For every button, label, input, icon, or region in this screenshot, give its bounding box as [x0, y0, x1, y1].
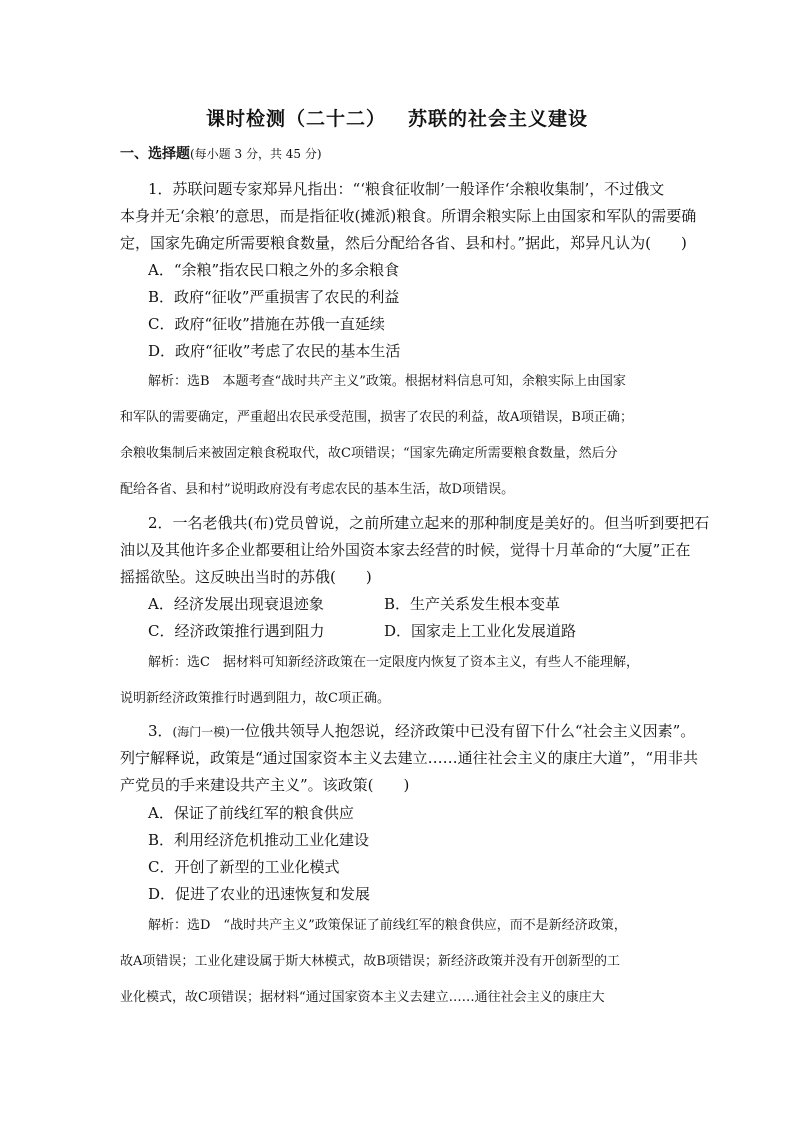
- q3-option-d: D．促进了农业的迅速恢复和发展: [148, 885, 371, 903]
- q2-option-c: C．经济政策推行遇到阻力: [148, 622, 325, 640]
- q3-explanation-line-3: 业化模式，故C项错误；据材料“通过国家资本主义去建立……通往社会主义的康庄大: [120, 990, 605, 1005]
- q1-explanation-line-4: 配给各省、县和村”说明政府没有考虑农民的基本生活，故D项错误。: [120, 482, 515, 497]
- q3-number: 3．: [148, 722, 173, 740]
- q1-stem-line-1: 1．苏联问题专家郑异凡指出：“‘粮食征收制’一般译作‘余粮收集制’，不过俄文: [148, 180, 665, 198]
- q3-explanation-line-2: 故A项错误；工业化建设属于斯大林模式，故B项错误；新经济政策并没有开创新型的工: [120, 954, 620, 969]
- q2-explanation-line-1: 解析：选C 据材料可知新经济政策在一定限度内恢复了资本主义，有些人不能理解，: [148, 655, 639, 670]
- q3-option-c: C．开创了新型的工业化模式: [148, 858, 340, 876]
- q1-stem-line-3: 定，国家先确定所需要粮食数量，然后分配给各省、县和村。”据此，郑异凡认为( ): [120, 234, 687, 252]
- q3-stem-line-3: 产党员的手来建设共产主义”。该政策( ): [120, 776, 410, 794]
- q3-stem-text: 一位俄共领导人抱怨说，经济政策中已没有留下什么“社会主义因素”。: [229, 722, 696, 740]
- q2-stem-line-1: 2．一名老俄共(布)党员曾说，之前所建立起来的那种制度是美好的。但当听到要把石: [148, 514, 710, 532]
- q1-option-b: B．政府“征收”严重损害了农民的利益: [148, 288, 400, 306]
- q3-option-b: B．利用经济危机推动工业化建设: [148, 831, 370, 849]
- q3-option-a: A．保证了前线红军的粮食供应: [148, 804, 354, 822]
- q1-option-d: D．政府“征收”考虑了农民的基本生活: [148, 342, 401, 360]
- q3-stem-line-2: 列宁解释说，政策是“通过国家资本主义去建立……通往社会主义的康庄大道”，“用非共: [120, 749, 699, 767]
- q3-explanation-line-1: 解析：选D “战时共产主义”政策保证了前线红军的粮食供应，而不是新经济政策，: [148, 918, 627, 933]
- q2-stem-line-3: 摇摇欲坠。这反映出当时的苏俄( ): [120, 568, 372, 586]
- section-note: (每小题 3 分，共 45 分): [190, 147, 322, 161]
- q1-option-a: A．“余粮”指农民口粮之外的多余粮食: [148, 261, 400, 279]
- section-label: 一、选择题: [120, 146, 190, 162]
- q2-explanation-line-2: 说明新经济政策推行时遇到阻力，故C项正确。: [120, 691, 390, 706]
- q1-stem-line-2: 本身并无‘余粮’的意思，而是指征收(摊派)粮食。所谓余粮实际上由国家和军队的需要确: [120, 207, 697, 225]
- q1-explanation-line-2: 和军队的需要确定，严重超出农民承受范围，损害了农民的利益，故A项错误，B项正确；: [120, 410, 633, 425]
- page-title: [0, 104, 794, 131]
- q1-explanation-line-1: 解析：选B 本题考查“战时共产主义”政策。根据材料信息可知，余粮实际上由国家: [148, 374, 626, 389]
- q2-stem-line-2: 油以及其他许多企业都要租让给外国资本家去经营的时候，觉得十月革命的“大厦”正在: [120, 541, 691, 559]
- title-topic: 苏联的社会主义建设: [408, 108, 589, 130]
- q3-stem-line-1: [148, 720, 695, 741]
- q1-explanation-line-3: 余粮收集制后来被固定粮食税取代，故C项错误；“国家先确定所需要粮食数量，然后分: [120, 446, 618, 461]
- section-heading: [120, 143, 322, 163]
- q3-source: (海门一模): [172, 725, 230, 739]
- title-lesson: 课时检测（二十二）: [205, 108, 386, 130]
- q1-option-c: C．政府“征收”措施在苏俄一直延续: [148, 315, 385, 333]
- q2-option-b: B．生产关系发生根本变革: [384, 595, 561, 613]
- q2-option-d: D．国家走上工业化发展道路: [384, 622, 577, 640]
- q2-option-a: A．经济发展出现衰退迹象: [148, 595, 324, 613]
